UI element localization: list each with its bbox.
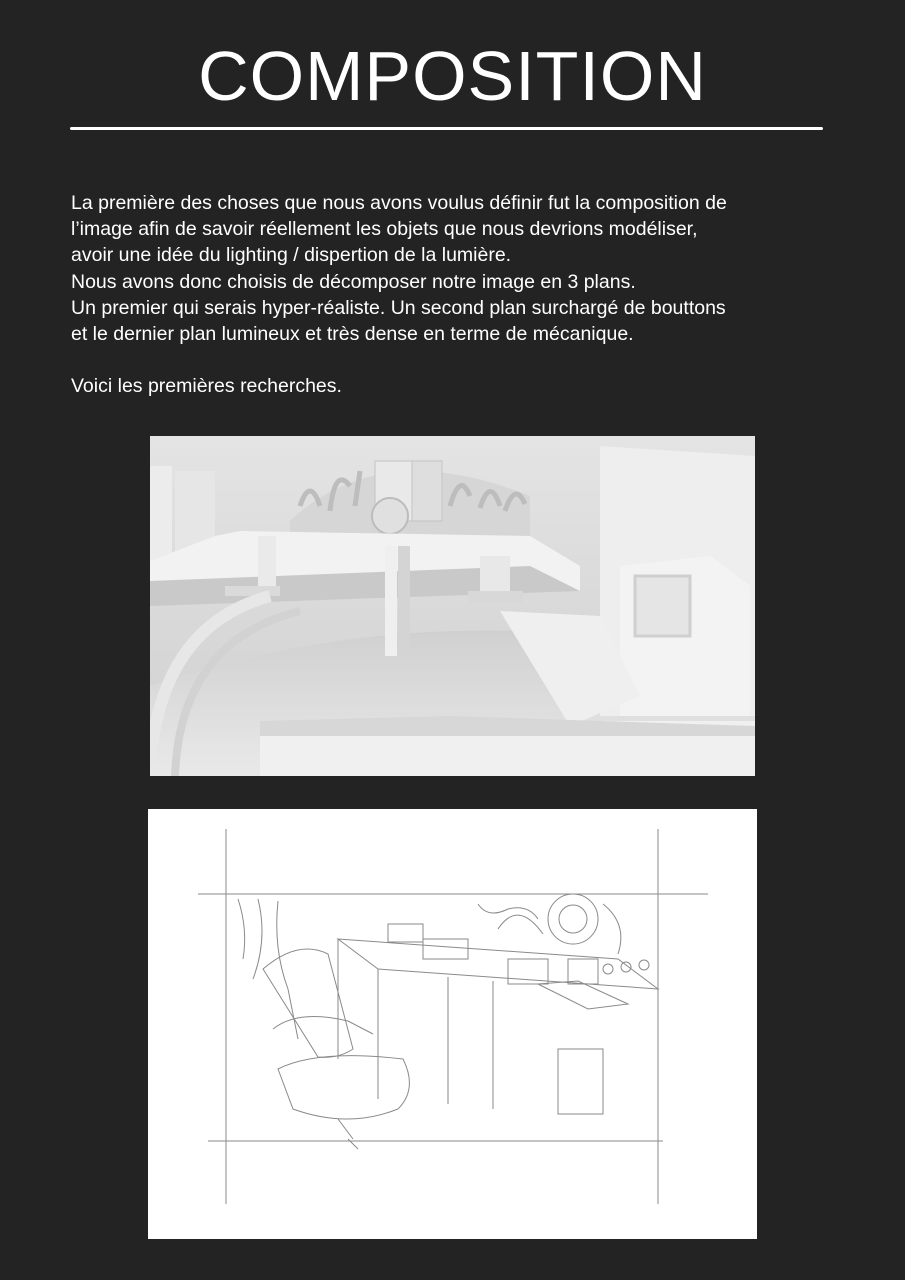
closing-line: Voici les premières recherches. bbox=[71, 375, 342, 398]
paragraph-line: l’image afin de savoir réellement les objets que nous devrions modéliser, bbox=[71, 218, 698, 241]
intro-text bbox=[71, 190, 831, 399]
page-title: COMPOSITION bbox=[198, 37, 707, 115]
paragraph-line: avoir une idée du lighting / dispertion de la lumière. bbox=[71, 244, 512, 267]
paragraph-line: Nous avons donc choisis de décomposer notre image en 3 plans. bbox=[71, 270, 636, 293]
paragraph-line: et le dernier plan lumineux et très dense en terme de mécanique. bbox=[71, 323, 634, 346]
paragraph-line: Un premier qui serais hyper-réaliste. Un second plan surchargé de bouttons bbox=[71, 296, 726, 319]
paragraph-line: La première des choses que nous avons voulus définir fut la composition de bbox=[71, 192, 727, 214]
render-image bbox=[150, 436, 755, 776]
title-divider bbox=[70, 127, 823, 130]
sketch-image bbox=[148, 809, 757, 1239]
